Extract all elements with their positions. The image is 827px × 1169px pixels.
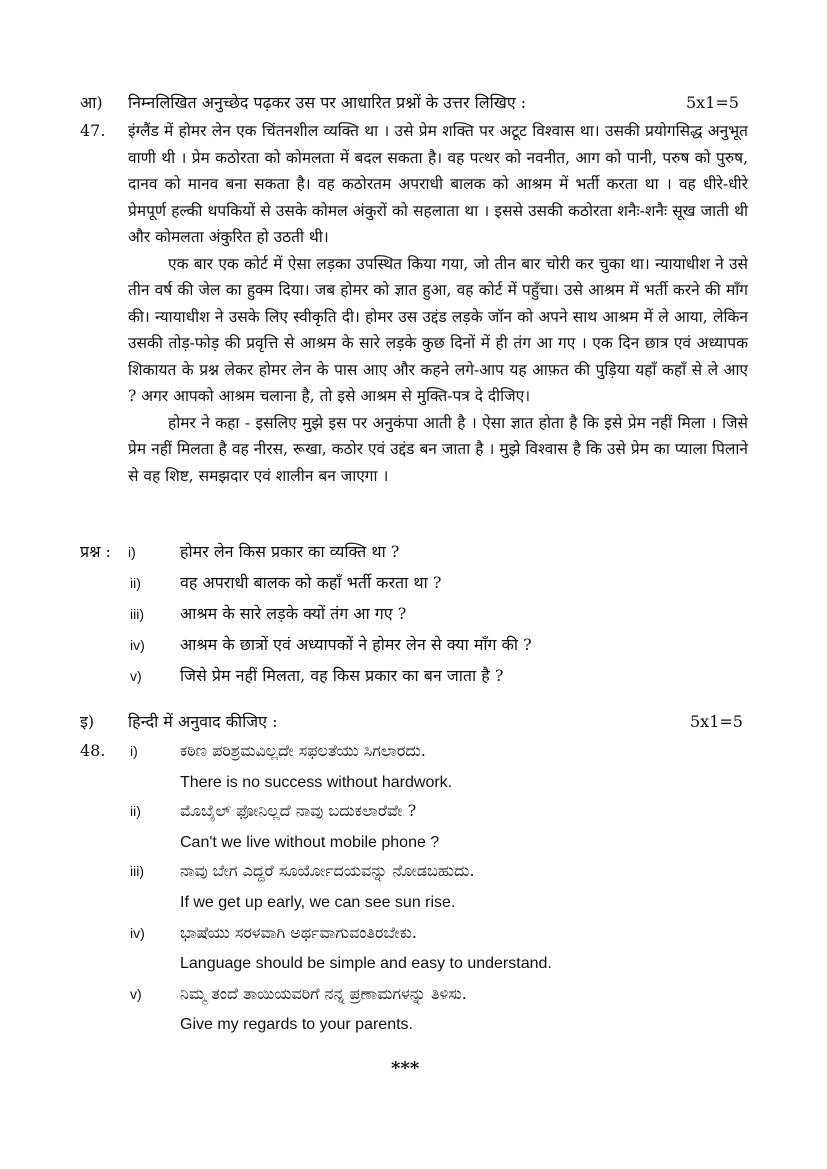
section-i-marks: 5x1=5 (690, 712, 743, 731)
section-i-label: इ) (80, 712, 95, 731)
english-translation: Language should be simple and easy to understand. (180, 955, 552, 972)
section-aa-marks: 5x1=5 (686, 93, 739, 112)
english-translation: There is no success without hardwork. (180, 774, 453, 791)
end-of-section-mark: *** (391, 1058, 420, 1079)
translation-item-number: i) (130, 743, 138, 759)
question-47-passage (128, 118, 748, 489)
question-number: i) (128, 544, 136, 560)
question-text: जिसे प्रेम नहीं मिलता, वह किस प्रकार का बन जाता है ? (180, 666, 504, 685)
english-translation: Give my regards to your parents. (180, 1016, 413, 1033)
passage-paragraph-1: इंग्लैंड में होमर लेन एक चिंतनशील व्यक्ति था । उसे प्रेम शक्ति पर अटूट विश्वास था। उसकी प्रयोगसिद्ध अनुभूत वाणी थी । प्रेम कठोरता को कोमलता में बदल सकता है। वह पत्थर को नवनीत, आग को पानी, परुष को पुरुष, दानव को मानव बना सकता है। वह कठोरतम अपराधी बालक को आश्रम में भर्ती करता था । वह धीरे-धीरे प्रेमपूर्ण हल्की थपकियों से उसके कोमल अंकुरों को सहलाता था । इससे उसकी कठोरता शनैः-शनैः सूख जाती थी और कोमलता अंकुरित हो उठती थी। (128, 122, 748, 246)
question-text: आश्रम के सारे लड़के क्यों तंग आ गए ? (180, 604, 407, 623)
question-number: iii) (130, 606, 144, 622)
question-48-number: 48. (80, 741, 106, 760)
question-number: v) (130, 668, 142, 684)
kannada-sentence: ಕಠಿಣ ಪರಿಶ್ರಮವಿಲ್ಲದೇ ಸಫಲತೆಯು ಸಿಗಲಾರದು. (180, 741, 426, 760)
kannada-sentence: ನಾವು ಬೇಗ ಎದ್ದರೆ ಸೂರ್ಯೋದಯವನ್ನು ನೋಡಬಹುದು. (180, 861, 475, 880)
section-aa-label: आ) (80, 93, 103, 112)
translation-item-number: ii) (130, 803, 141, 819)
questions-label: प्रश्न : (80, 542, 111, 561)
english-translation: Can't we live without mobile phone ? (180, 834, 440, 851)
question-47-number: 47. (80, 121, 106, 140)
kannada-sentence: ಮೊಬೈಲ್ ಫೋನಿಲ್ಲದೆ ನಾವು ಬದುಕಲಾರೆವೇ ? (180, 801, 417, 820)
question-text: होमर लेन किस प्रकार का व्यक्ति था ? (180, 542, 400, 561)
question-number: ii) (130, 575, 141, 591)
question-text: वह अपराधी बालक को कहाँ भर्ती करता था ? (180, 573, 442, 592)
question-number: iv) (130, 637, 145, 653)
translation-item-number: iii) (130, 863, 144, 879)
question-text: आश्रम के छात्रों एवं अध्यापकों ने होमर लेन से क्या माँग की ? (180, 635, 532, 654)
translation-item-number: iv) (130, 925, 145, 941)
passage-paragraph-3: होमर ने कहा - इसलिए मुझे इस पर अनुकंपा आती है । ऐसा ज्ञात होता है कि इसे प्रेम नहीं मिला । जिसे प्रेम नहीं मिलता है वह नीरस, रूखा, कठोर एवं उद्दंड बन जाता है । मुझे विश्वास है कि उसे प्रेम का प्याला पिलाने से वह शिष्ट, समझदार एवं शालीन बन जाएगा । (128, 413, 748, 485)
section-i-instruction: हिन्दी में अनुवाद कीजिए : (128, 712, 278, 731)
passage-paragraph-2: एक बार एक कोर्ट में ऐसा लड़का उपस्थित किया गया, जो तीन बार चोरी कर चुका था। न्यायाधीश ने उसे तीन वर्ष की जेल का हुक्म दिया। जब होमर को ज्ञात हुआ, वह कोर्ट में पहुँचा। उसे आश्रम में भर्ती करने की माँग की। न्यायाधीश ने उसके लिए स्वीकृति दी। होमर उस उद्दंड लड़के जॉन को अपने साथ आश्रम में ले आया, लेकिन उसकी तोड़-फोड़ की प्रवृत्ति से आश्रम के सारे लड़के कुछ दिनों में ही तंग आ गए । एक दिन छात्र एवं अध्यापक शिकायत के प्रश्न लेकर होमर लेन के पास आए और कहने लगे-आप यह आफ़त की पुड़िया यहाँ कहाँ से ले आए ? अगर आपको आश्रम चलाना है, तो इसे आश्रम से मुक्ति-पत्र दे दीजिए। (128, 254, 748, 405)
kannada-sentence: ಭಾಷೆಯು ಸರಳವಾಗಿ ಅರ್ಥವಾಗುವಂತಿರಬೇಕು. (180, 923, 417, 942)
kannada-sentence: ನಿಮ್ಮ ತಂದೆ ತಾಯಿಯವರಿಗೆ ನನ್ನ ಪ್ರಣಾಮಗಳನ್ನು ತಿಳಿಸು. (180, 984, 467, 1003)
english-translation: If we get up early, we can see sun rise. (180, 894, 456, 911)
section-aa-instruction: निम्नलिखित अनुच्छेद पढ़कर उस पर आधारित प्रश्नों के उत्तर लिखिए : (128, 93, 527, 112)
translation-item-number: v) (130, 986, 142, 1002)
